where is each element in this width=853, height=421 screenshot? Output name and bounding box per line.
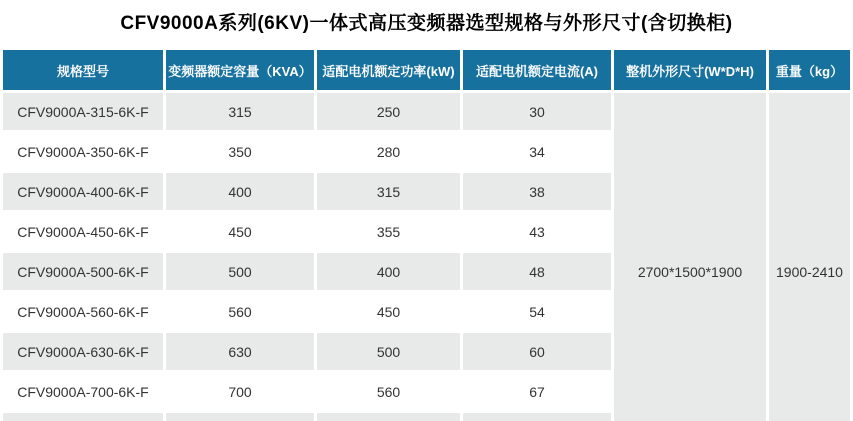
header-dimensions: 整机外形尺寸(W*D*H): [614, 50, 766, 90]
capacity-cell: 700: [166, 373, 314, 410]
current-cell: 60: [463, 333, 611, 370]
power-cell: 280: [317, 133, 460, 170]
empty-cell: [317, 413, 460, 421]
empty-cell: [463, 413, 611, 421]
current-cell: 54: [463, 293, 611, 330]
model-cell: CFV9000A-400-6K-F: [3, 173, 163, 210]
page-title: CFV9000A系列(6KV)一体式高压变频器选型规格与外形尺寸(含切换柜): [120, 13, 733, 34]
capacity-cell: 560: [166, 293, 314, 330]
model-cell: CFV9000A-350-6K-F: [3, 133, 163, 170]
power-cell: 315: [317, 173, 460, 210]
empty-cell: [166, 413, 314, 421]
header-capacity-kva: 变频器额定容量（KVA）: [166, 50, 314, 90]
current-cell: 67: [463, 373, 611, 410]
model-cell: CFV9000A-700-6K-F: [3, 373, 163, 410]
model-cell: CFV9000A-315-6K-F: [3, 93, 163, 130]
current-cell: 30: [463, 93, 611, 130]
header-motor-power-kw: 适配电机额定功率(kW): [317, 50, 460, 90]
table-row: [3, 93, 850, 130]
power-cell: 250: [317, 93, 460, 130]
header-model: 规格型号: [3, 50, 163, 90]
current-cell: 34: [463, 133, 611, 170]
dimensions-merged-cell: 2700*1500*1900: [614, 93, 766, 421]
capacity-cell: 630: [166, 333, 314, 370]
current-cell: 43: [463, 213, 611, 250]
spec-table-header: [3, 50, 850, 90]
current-cell: 38: [463, 173, 611, 210]
weight-merged-cell: 1900-2410: [769, 93, 850, 421]
empty-cell: [3, 413, 163, 421]
header-motor-current-a: 适配电机额定电流(A): [463, 50, 611, 90]
power-cell: 400: [317, 253, 460, 290]
current-cell: 48: [463, 253, 611, 290]
header-weight: 重量（kg）: [769, 50, 850, 90]
header-row: [3, 50, 850, 90]
capacity-cell: 400: [166, 173, 314, 210]
power-cell: 560: [317, 373, 460, 410]
power-cell: 500: [317, 333, 460, 370]
model-cell: CFV9000A-450-6K-F: [3, 213, 163, 250]
capacity-cell: 450: [166, 213, 314, 250]
capacity-cell: 315: [166, 93, 314, 130]
model-cell: CFV9000A-560-6K-F: [3, 293, 163, 330]
power-cell: 450: [317, 293, 460, 330]
model-cell: CFV9000A-500-6K-F: [3, 253, 163, 290]
model-cell: CFV9000A-630-6K-F: [3, 333, 163, 370]
capacity-cell: 350: [166, 133, 314, 170]
capacity-cell: 500: [166, 253, 314, 290]
power-cell: 355: [317, 213, 460, 250]
spec-table: [0, 47, 853, 421]
spec-table-body: [3, 93, 850, 421]
